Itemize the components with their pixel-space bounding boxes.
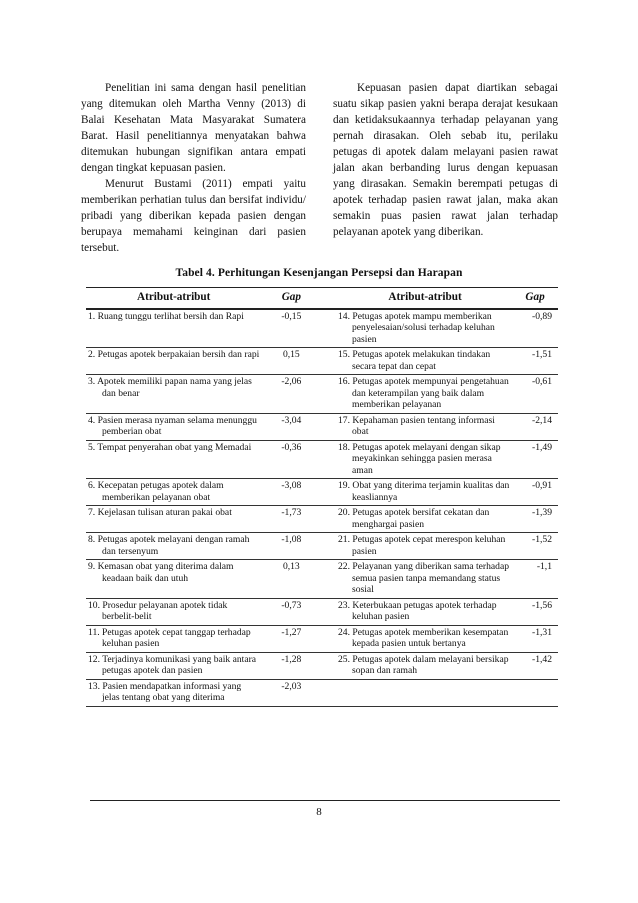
table-row (86, 479, 558, 506)
right-paragraph-1: Kepuasan pasien dapat diartikan sebagai suatu sikap pasien yakni berapa derajat kesukaan dan ketidaksukaannya terhadap pelayanan yang pernah dirasakan. Oleh sebab itu, perilaku petugas di apotek dalam melayani pasien rawat jalan akan berbanding lurus dengan kepuasan yang dirasakan. Semakin berempati petugas di apotek terhadap pasien rawat jalan, maka akan semakin puas pasien rawat jalan terhadap pelayanan apotek yang diberikan. (333, 82, 558, 238)
right-text-column (333, 80, 558, 240)
gap-left-cell: -1,27 (261, 625, 321, 652)
attribute-left-cell: 13. Pasien mendapatkan informasi yang jelas tentang obat yang diterima (86, 679, 261, 706)
left-paragraph-1: Penelitian ini sama dengan hasil penelitian yang ditemukan oleh Martha Venny (2013) di Balai Kesehatan Mata Masyarakat Sumatera Barat. Hasil penelitiannya menyatakan bahwa ditemukan hubungan signifikan antara empati dengan tingkat kepuasan pasien. (81, 82, 306, 174)
attribute-left-cell: 2. Petugas apotek berpakaian bersih dan rapi (86, 348, 261, 375)
attribute-right-cell: 21. Petugas apotek cepat merespon keluhan pasien (338, 533, 512, 560)
gap-right-cell: -0,89 (512, 309, 558, 348)
attribute-right-cell: 25. Petugas apotek dalam melayani bersikap sopan dan ramah (338, 652, 512, 679)
attribute-left-cell: 8. Petugas apotek melayani dengan ramah dan tersenyum (86, 533, 261, 560)
spacer-cell (321, 375, 338, 414)
gap-left-cell: -1,08 (261, 533, 321, 560)
table-row (86, 533, 558, 560)
gap-table (86, 287, 558, 707)
table-row (86, 375, 558, 414)
table-row (86, 506, 558, 533)
attribute-right-cell: 20. Petugas apotek bersifat cekatan dan menghargai pasien (338, 506, 512, 533)
gap-right-cell: -0,91 (512, 479, 558, 506)
gap-left-cell: 0,15 (261, 348, 321, 375)
gap-right-cell: -1,42 (512, 652, 558, 679)
attribute-right-cell: 15. Petugas apotek melakukan tindakan secara tepat dan cepat (338, 348, 512, 375)
gap-right-cell: -1,56 (512, 598, 558, 625)
attribute-left-cell: 6. Kecepatan petugas apotek dalam memberikan pelayanan obat (86, 479, 261, 506)
spacer-cell (321, 625, 338, 652)
table-row (86, 440, 558, 479)
gap-left-cell: -0,36 (261, 440, 321, 479)
header-attributes-left: Atribut-atribut (86, 288, 261, 309)
spacer-cell (321, 479, 338, 506)
attribute-right-cell: 16. Petugas apotek mempunyai pengetahuan dan keterampilan yang baik dalam memberikan pelayanan (338, 375, 512, 414)
spacer-cell (321, 679, 338, 706)
footer-divider (90, 800, 560, 801)
gap-right-cell: -1,49 (512, 440, 558, 479)
table-row (86, 625, 558, 652)
attribute-right-cell: 19. Obat yang diterima terjamin kualitas dan keasliannya (338, 479, 512, 506)
gap-right-cell: -1,52 (512, 533, 558, 560)
gap-left-cell: -0,15 (261, 309, 321, 348)
table-caption: Tabel 4. Perhitungan Kesenjangan Persepsi dan Harapan (175, 267, 463, 279)
table-body (86, 309, 558, 707)
spacer-cell (321, 533, 338, 560)
attribute-left-cell: 12. Terjadinya komunikasi yang baik antara petugas apotek dan pasien (86, 652, 261, 679)
spacer-cell (321, 598, 338, 625)
gap-left-cell: -1,28 (261, 652, 321, 679)
header-spacer (321, 288, 338, 309)
table-row (86, 348, 558, 375)
attribute-right-cell: 23. Keterbukaan petugas apotek terhadap keluhan pasien (338, 598, 512, 625)
gap-left-cell: -2,06 (261, 375, 321, 414)
attribute-left-cell: 4. Pasien merasa nyaman selama menunggu pemberian obat (86, 413, 261, 440)
attribute-left-cell: 1. Ruang tunggu terlihat bersih dan Rapi (86, 309, 261, 348)
left-paragraph-2: Menurut Bustami (2011) empati yaitu memberikan perhatian tulus dan bersifat individu/ pribadi yang diberikan kepada pasien dengan berupaya memahami keinginan dari pasien tersebut. (81, 178, 306, 254)
gap-right-cell: -1,51 (512, 348, 558, 375)
header-gap-left: Gap (261, 288, 321, 309)
gap-left-cell: -3,04 (261, 413, 321, 440)
attribute-right-cell: 17. Kepahaman pasien tentang informasi obat (338, 413, 512, 440)
attribute-left-cell: 3. Apotek memiliki papan nama yang jelas dan benar (86, 375, 261, 414)
attribute-left-cell: 7. Kejelasan tulisan aturan pakai obat (86, 506, 261, 533)
header-attributes-right: Atribut-atribut (338, 288, 512, 309)
table-row (86, 309, 558, 348)
attribute-right-cell: 22. Pelayanan yang diberikan sama terhadap semua pasien tanpa memandang status sosial (338, 560, 512, 599)
attribute-left-cell: 11. Petugas apotek cepat tanggap terhadap keluhan pasien (86, 625, 261, 652)
spacer-cell (321, 440, 338, 479)
spacer-cell (321, 560, 338, 599)
gap-right-cell: -0,61 (512, 375, 558, 414)
left-text-column (81, 80, 306, 256)
table-row (86, 598, 558, 625)
gap-right-cell: -1,39 (512, 506, 558, 533)
attribute-right-cell (338, 679, 512, 706)
attribute-left-cell: 5. Tempat penyerahan obat yang Memadai (86, 440, 261, 479)
header-gap-right: Gap (512, 288, 558, 309)
spacer-cell (321, 309, 338, 348)
spacer-cell (321, 348, 338, 375)
table-row (86, 679, 558, 706)
page-number: 8 (316, 806, 322, 818)
attribute-right-cell: 14. Petugas apotek mampu memberikan penyelesaian/solusi terhadap keluhan pasien (338, 309, 512, 348)
gap-right-cell: -1,1 (512, 560, 558, 599)
gap-right-cell: -2,14 (512, 413, 558, 440)
table-row (86, 413, 558, 440)
gap-left-cell: -3,08 (261, 479, 321, 506)
gap-left-cell: 0,13 (261, 560, 321, 599)
gap-left-cell: -2,03 (261, 679, 321, 706)
table-row (86, 560, 558, 599)
gap-left-cell: -0,73 (261, 598, 321, 625)
table-row (86, 652, 558, 679)
spacer-cell (321, 652, 338, 679)
gap-right-cell (512, 679, 558, 706)
spacer-cell (321, 413, 338, 440)
gap-left-cell: -1,73 (261, 506, 321, 533)
table-header-row (86, 288, 558, 309)
attribute-right-cell: 24. Petugas apotek memberikan kesempatan kepada pasien untuk bertanya (338, 625, 512, 652)
gap-right-cell: -1,31 (512, 625, 558, 652)
attribute-left-cell: 10. Prosedur pelayanan apotek tidak berbelit-belit (86, 598, 261, 625)
attribute-right-cell: 18. Petugas apotek melayani dengan sikap meyakinkan sehingga pasien merasa aman (338, 440, 512, 479)
attribute-left-cell: 9. Kemasan obat yang diterima dalam keadaan baik dan utuh (86, 560, 261, 599)
spacer-cell (321, 506, 338, 533)
